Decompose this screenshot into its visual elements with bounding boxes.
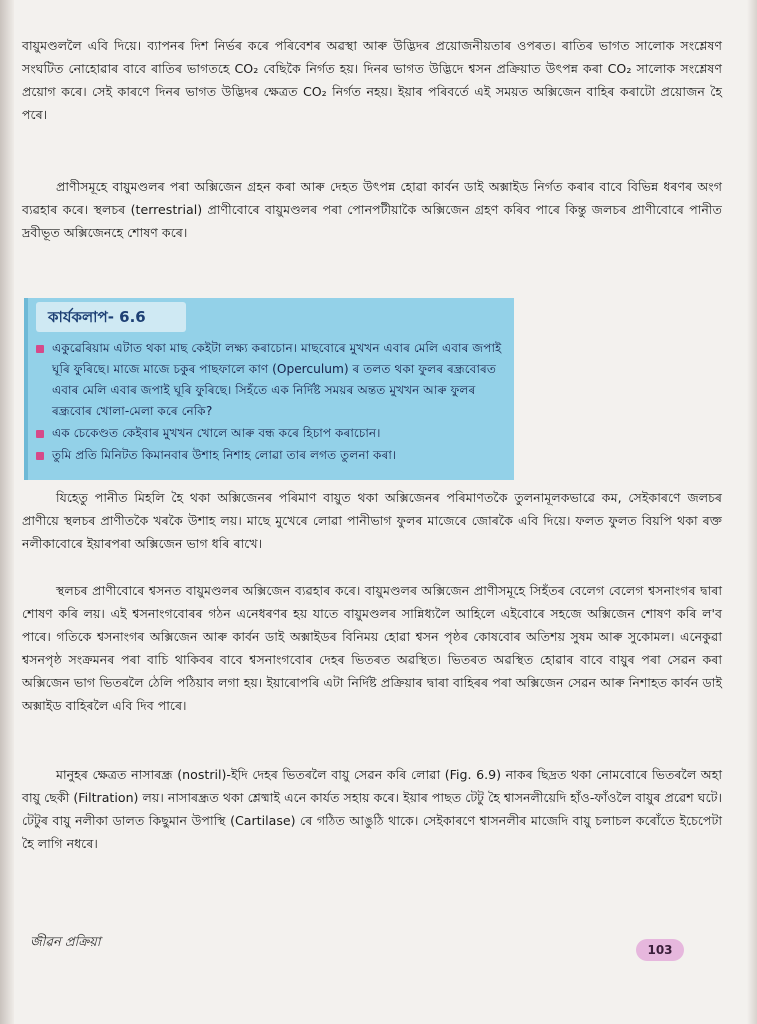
activity-item-text: এক চেকেণ্ডত কেইবাৰ মুখখন খোলে আৰু বন্ধ কৰে হিচাপ কৰাচোন। [52, 426, 381, 440]
activity-box [24, 298, 514, 480]
paragraph-4: স্থলচৰ প্ৰাণীবোৰে শ্বসনত বায়ুমণ্ডলৰ অক্সিজেন ব্যৱহাৰ কৰে। বায়ুমণ্ডলৰ অক্সিজেন প্ৰাণীসমূহে সিহঁতৰ বেলেগ বেলেগ শ্বসনাংগৰ দ্বাৰা শোষণ কৰি লয়। এই শ্বসনাংগবোৰৰ গঠন এনেধৰণৰ হয় যাতে বায়ুমণ্ডলৰ সান্নিধ্যলৈ আহিলে এইবোৰে সহজে অক্সিজেন শোষণ কৰি ল'ব পাৰে। গতিকে শ্বসনাংগৰ অক্সিজেন আৰু কাৰ্বন ডাই অক্সাইডৰ বিনিময় হোৱা শ্বসন পৃষ্ঠৰ কোষবোৰ অতিশয় সুষম আৰু সুকোমল। এনেকুৱা শ্বসনপৃষ্ঠ সংক্ৰমনৰ পৰা বাচি থাকিবৰ বাবে শ্বসনাংগবোৰ দেহৰ ভিতৰত অৱস্থিত। ভিতৰত অৱস্থিত হোৱাৰ বাবে বায়ুৰ পৰা সেৱন কৰা অক্সিজেন ভাগ ভিতৰলৈ ঠেলি পঠিয়াব লগা হয়। ইয়াৰোপৰি এটা নিৰ্দিষ্ট প্ৰক্ৰিয়াৰ দ্বাৰা বাহিৰৰ পৰা অক্সিজেন সেৱন আৰু নিশাহত কাৰ্বন ডাই অক্সাইড বাহিৰলৈ এবি দিব পাৰে। [22, 583, 722, 713]
paragraph-5: মানুহৰ ক্ষেত্ৰত নাসাৰন্ধ্ৰ (nostril)-ইদি দেহৰ ভিতৰলৈ বায়ু সেৱন কৰি লোৱা (Fig. 6.9) নাকৰ ছিদ্ৰত থকা নোমবোৰে ভিতৰলৈ অহা বায়ু ছেকী (Filtration) লয়। নাসাৰন্ধ্ৰত থকা শ্লেষ্মাই এনে কাৰ্যত সহায় কৰে। ইয়াৰ পাছত টেটু হৈ শ্বাসনলীয়েদি হাঁও-ফাঁওলৈ বায়ুৰ প্ৰৱেশ ঘটে। টেটুৰ বায়ু নলীকা ডালত কিছুমান উপাস্থি (Cartilase) ৰে গঠিত আঙুঠি থাকে। সেইকাৰণে শ্বাসনলীৰ মাজেদি বায়ু চলাচল কৰোঁতে ইচেপেটা হৈ লাগি নধৰে। [22, 767, 722, 851]
paragraph-block-1 [22, 34, 722, 126]
paragraph-block-2 [22, 175, 722, 244]
page-edge-shadow [747, 0, 757, 1024]
page-number-badge: 103 [636, 939, 684, 961]
activity-item-text: তুমি প্ৰতি মিনিটত কিমানবাৰ উশাহ নিশাহ লোৱা তাৰ লগত তুলনা কৰা। [52, 448, 397, 462]
paragraph-block-4 [22, 579, 722, 717]
activity-item [36, 338, 508, 422]
activity-item-text: একুৱেৰিয়াম এটাত থকা মাছ কেইটা লক্ষ্য কৰাচোন। মাছবোৰে মুখখন এবাৰ মেলি এবাৰ জপাই ঘূৰি ফুৰিছে। মাজে মাজে চকুৰ পাছফালে কাণ (Operculum) ৰ তলত থকা ফুলৰ ৰন্ধ্ৰবোৰত এবাৰ মেলি এবাৰ জপাই ঘূৰি ফুৰিছে। সিহঁতে এক নিৰ্দিষ্ট সময়ৰ অন্তত মুখখন আৰু ফুলৰ ৰন্ধ্ৰবোৰ খোলা-মেলা কৰে নেকি? [52, 341, 502, 418]
paragraph-1: বায়ুমণ্ডললৈ এবি দিয়ে। ব্যাপনৰ দিশ নিৰ্ভৰ কৰে পৰিবেশৰ অৱস্থা আৰু উদ্ভিদৰ প্ৰয়োজনীয়তাৰ ওপৰত। ৰাতিৰ ভাগত সালোক সংশ্লেষণ সংঘটিত নোহোৱাৰ বাবে ৰাতিৰ ভাগতহে CO₂ বেছিকৈ নিৰ্গত হয়। দিনৰ ভাগত উদ্ভিদে শ্বসন প্ৰক্ৰিয়াত উৎপন্ন কৰা CO₂ সালোক সংশ্লেষণ প্ৰয়োগ কৰে। সেই কাৰণে দিনৰ ভাগত উদ্ভিদৰ ক্ষেত্ৰত CO₂ নিৰ্গত নহয়। ইয়াৰ পৰিবৰ্তে এই সময়ত অক্সিজেন বাহিৰ কৰাটো প্ৰয়োজন হৈ পৰে। [22, 38, 722, 122]
paragraph-2: প্ৰাণীসমূহে বায়ুমণ্ডলৰ পৰা অক্সিজেন গ্ৰহন কৰা আৰু দেহত উৎপন্ন হোৱা কাৰ্বন ডাই অক্সাইড নিৰ্গত কৰাৰ বাবে বিভিন্ন ধৰণৰ অংগ ব্যৱহাৰ কৰে। স্থলচৰ (terrestrial) প্ৰাণীবোৰে বায়ুমণ্ডলৰ পৰা পোনপটীয়াকৈ অক্সিজেন গ্ৰহণ কৰিব পাৰে কিন্তু জলচৰ প্ৰাণীবোৰে পানীত দ্ৰবীভূত অক্সিজেনহে শোষণ কৰে। [22, 179, 722, 240]
square-bullet-icon [36, 452, 44, 460]
page-binding-shadow [0, 0, 14, 1024]
chapter-footer-title: জীৱন প্ৰক্ৰিয়া [30, 935, 101, 950]
square-bullet-icon [36, 345, 44, 353]
activity-item [36, 423, 508, 444]
square-bullet-icon [36, 430, 44, 438]
activity-list [36, 338, 508, 467]
activity-item [36, 445, 508, 466]
paragraph-block-5 [22, 763, 722, 855]
activity-title: কাৰ্যকলাপ- 6.6 [36, 302, 186, 332]
paragraph-block-3 [22, 486, 722, 555]
paragraph-3: যিহেতু পানীত মিহলি হৈ থকা অক্সিজেনৰ পৰিমাণ বায়ুত থকা অক্সিজেনৰ পৰিমাণতকৈ তুলনামূলকভাৱে কম, সেইকাৰণে জলচৰ প্ৰাণীয়ে স্থলচৰ প্ৰাণীতকৈ খৰকৈ উশাহ লয়। মাছে মুখেৰে লোৱা পানীভাগ ফুলৰ মাজেৰে জোৰকৈ এবি দিয়ে। ফলত ফুলত বিয়পি থকা ৰক্ত নলীকাবোৰে ইয়াৰপৰা অক্সিজেন ভাগ ধৰি ৰাখে। [22, 490, 722, 551]
